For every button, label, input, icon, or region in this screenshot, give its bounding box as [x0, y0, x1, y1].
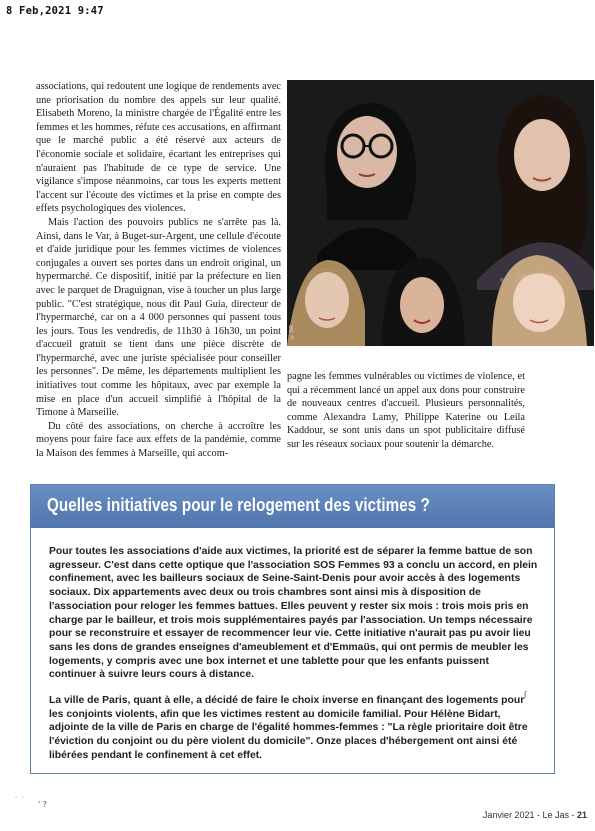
portrait-top-left [317, 103, 417, 270]
article-column-left [36, 80, 281, 461]
box-header [31, 485, 554, 530]
box-body [49, 545, 539, 763]
fax-timestamp: 8 Feb,2021 9:47 [6, 5, 104, 17]
photo-credit: © DR [289, 325, 295, 340]
article-paragraph: Du côté des associations, on cherche à accroître les moyens pour faire face aux effets de la pandémie, comme la Maison des femmes à Marseille, qui accom- [36, 420, 281, 460]
scan-speck: ' ? [38, 800, 47, 809]
photo-illustration [287, 80, 594, 346]
article-paragraph: Mais l'action des pouvoirs publics ne s'arrête pas là. Ainsi, dans le Var, à Buget-sur-Argent, une cellule d'écoute et d'aide juridique pour les femmes victimes de violences conjugales a ouvert ses portes dans un endroit original, un hypermarché. Ce dispositif, initié par la préfecture en lien avec le parquet de Draguignan, vise à toucher un plus large public. "C'est stratégique, nous dit Paul Guia, directeur de l'hypermarché, car on a 4 000 personnes qui passent tous les jours. Tous les vendredis, de 11h30 à 16h30, un point d'accueil gratuit se tient dans une pièce discrète de l'hypermarché, avec une juriste spécialisée pour conseiller les personnes". De même, les départements multiplient les initiatives tout comme les hôpitaux, avec par exemple la mise en place d'un accueil simplifié à l'hôpital de la Timone à Marseille. [36, 216, 281, 419]
article-paragraph: associations, qui redoutent une logique de rendements avec une priorisation du nombre des appels sur leur qualité. Elisabeth Moreno, la ministre chargée de l'Égalité entre les femmes et les hommes, réfute ces accusations, en affirmant que le marché public a été réservé aux acteurs de l'économie sociale et solidaire, écartant les entreprises qui n'auraient pas l'habitude de ce type de service. Une vigilance s'impose néanmoins, car tous les experts mettent l'accent sur l'écoute des victimes et la prise en compte des effets psychologiques des violences. [36, 81, 281, 215]
box-paragraph: Pour toutes les associations d'aide aux victimes, la priorité est de séparer la femme battue de son agresseur. C'est dans cette optique que l'association SOS Femmes 93 a conclu un accord, en plein confinement, avec les bailleurs sociaux de Seine-Saint-Denis pour avoir accès à des logements sociaux. Dix appartements avec deux ou trois chambres sont ainsi mis à disposition de l'association pour reloger les femmes battues. Elles peuvent y rester six mois : trois mois pris en charge par le bailleur, et trois mois supplémentaires payés par l'association. Un temps nécessaire pour se reconstruire et essayer de recommencer leur vie. Cette initiative n'aurait pas pu avoir lieu sans les dons de grandes enseignes d'ameublement et d'Emmaüs, qui ont permis de meubler les logements, y compris avec une box internet et une tablette pour que les enfants puissent continuer à suivre leurs cours à distance. [49, 546, 538, 681]
page-footer [483, 810, 587, 820]
page-number: 21 [576, 810, 587, 820]
box-title: Quelles initiatives pour le relogement des victimes ? [47, 494, 430, 515]
sidebar-box-relogement [30, 484, 555, 774]
scan-speck: ˙ ˙ [14, 796, 25, 805]
article-paragraph: pagne les femmes vulnérables ou victimes de violence, et qui a récemment lancé un appel aux dons pour construire de nouveaux centres d'accueil. Plusieurs personnalités, comme Alexandra Lamy, Philippe Katerine ou Leila Kaddour, se sont unis dans un spot publicitaire diffusé sur les réseaux sociaux pour soutenir la démarche. [287, 371, 525, 450]
article-column-right [287, 370, 525, 452]
celebrity-photo-collage [287, 80, 594, 346]
footer-issue: Janvier 2021 - Le Jas - [482, 810, 577, 820]
scan-speck: ʃ [524, 690, 527, 699]
box-paragraph: La ville de Paris, quant à elle, a décidé de faire le choix inverse en finançant des logements pour les conjoints violents, afin que les victimes restent au domicile familial. Pour Hélène Bidart, adjointe de la ville de Paris en charge de l'égalité hommes-femmes : "La règle prioritaire doit être l'éviction du conjoint ou du père violent du domicile". Onze places d'hébergement ont ainsi été libérées pendant le confinement à cet effet. [49, 695, 528, 761]
